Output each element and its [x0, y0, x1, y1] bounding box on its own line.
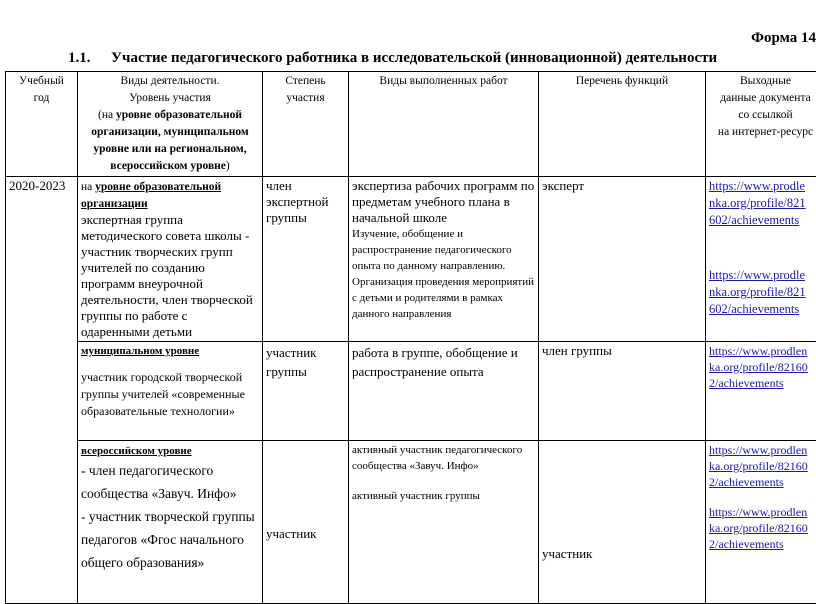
section-heading	[68, 50, 717, 67]
degree-cell: член экспертной группы	[263, 177, 349, 342]
section-title: Участие педагогического работника в исследовательской (инновационной) деятельности	[111, 50, 717, 66]
header-year-line1: Учебный	[19, 75, 64, 87]
link-line: https://www.prodle	[709, 179, 805, 193]
activity-item: - член педагогического сообщества «Завуч. Инфо»	[81, 459, 259, 505]
function-cell	[539, 441, 706, 604]
header-activity-line3: уровне образовательной	[116, 109, 242, 121]
function-cell: эксперт	[539, 177, 706, 342]
activity-cell	[78, 177, 263, 342]
header-year	[6, 72, 78, 177]
header-activity-line6: всероссийском уровне	[110, 160, 226, 172]
activity-text: участник городской творческой группы учителей «современные образовательные технологии»	[81, 370, 245, 418]
link-line: https://www.prodle	[709, 268, 805, 282]
header-degree-line1: Степень	[285, 75, 325, 87]
header-output	[706, 72, 816, 177]
output-cell	[706, 177, 816, 342]
header-degree	[263, 72, 349, 177]
header-activity-line5: уровне или на региональном,	[93, 143, 246, 155]
activity-cell	[78, 441, 263, 604]
header-activity-line4: организации, муниципальном	[91, 126, 248, 138]
link-line: nka.org/profile/821	[709, 285, 806, 299]
works-text: экспертиза рабочих программ по предметам учебного плана в начальной школе	[352, 178, 535, 226]
activity-text: экспертная группа методического совета школы - участник творческих групп учителей по созданию программ внеурочной деятельности, член творческой группы по работе с одаренными детьми	[81, 212, 253, 339]
works-cell	[349, 177, 539, 342]
works-text-3: Организация проведения мероприятий с детьми и родителями в рамках данного направления	[352, 274, 535, 322]
level-label: уровне образовательной организации	[81, 181, 221, 210]
link-line: 602/achievements	[709, 213, 799, 227]
activity-item: - участник творческой группы педагогов «Фгос начального общего образования»	[81, 505, 259, 574]
header-activity-line1: Виды деятельности.	[121, 75, 220, 87]
header-year-line2: год	[34, 92, 50, 104]
table-row	[6, 441, 816, 604]
header-activity	[78, 72, 263, 177]
link-line: ka.org/profile/82160	[709, 521, 808, 535]
table-row	[6, 177, 816, 342]
year-cell: 2020-2023	[6, 177, 78, 604]
works-cell	[349, 441, 539, 604]
header-activity-line3-prefix: (на	[98, 109, 116, 121]
link-line: https://www.prodlen	[709, 505, 807, 519]
link-line: ka.org/profile/82160	[709, 360, 808, 374]
function-text: участник	[542, 546, 593, 561]
header-output-line4: на интернет-ресурс	[718, 126, 813, 138]
participation-table	[5, 71, 816, 604]
achievements-link[interactable]	[709, 442, 816, 490]
level-label: муниципальном уровне	[81, 345, 199, 357]
level-prefix: на	[81, 181, 95, 193]
works-text: активный участник педагогического сообщества «Завуч. Инфо»	[352, 442, 535, 474]
achievements-link[interactable]	[709, 267, 816, 318]
header-output-line3: со ссылкой	[738, 109, 792, 121]
header-activity-line6-suffix: )	[226, 160, 230, 172]
table-row	[6, 342, 816, 441]
table-header-row	[6, 72, 816, 177]
section-number: 1.1.	[68, 50, 111, 67]
function-cell: член группы	[539, 342, 706, 441]
link-line: https://www.prodlen	[709, 344, 807, 358]
output-cell	[706, 441, 816, 604]
degree-text: участник	[266, 526, 317, 541]
header-degree-line2: участия	[286, 92, 324, 104]
works-cell: работа в группе, обобщение и распространение опыта	[349, 342, 539, 441]
degree-cell: участник группы	[263, 342, 349, 441]
header-works: Виды выполненных работ	[349, 72, 539, 177]
achievements-link[interactable]	[709, 343, 816, 391]
header-output-line2: данные документа	[720, 92, 810, 104]
works-text-2: Изучение, обобщение и распространение педагогического опыта по данному направлению.	[352, 226, 535, 274]
achievements-link[interactable]	[709, 178, 816, 229]
achievements-link[interactable]	[709, 504, 816, 552]
link-line: https://www.prodlen	[709, 443, 807, 457]
link-line: ka.org/profile/82160	[709, 459, 808, 473]
header-functions: Перечень функций	[539, 72, 706, 177]
header-activity-line2: Уровень участия	[129, 92, 211, 104]
link-line: 2/achievements	[709, 376, 784, 390]
form-number: Форма 14	[751, 30, 816, 47]
level-label: всероссийском уровне	[81, 445, 192, 457]
link-line: 2/achievements	[709, 475, 784, 489]
header-output-line1: Выходные	[740, 75, 791, 87]
activity-cell	[78, 342, 263, 441]
link-line: 602/achievements	[709, 302, 799, 316]
link-line: 2/achievements	[709, 537, 784, 551]
works-text-2: активный участник группы	[352, 488, 535, 504]
degree-cell	[263, 441, 349, 604]
output-cell	[706, 342, 816, 441]
link-line: nka.org/profile/821	[709, 196, 806, 210]
